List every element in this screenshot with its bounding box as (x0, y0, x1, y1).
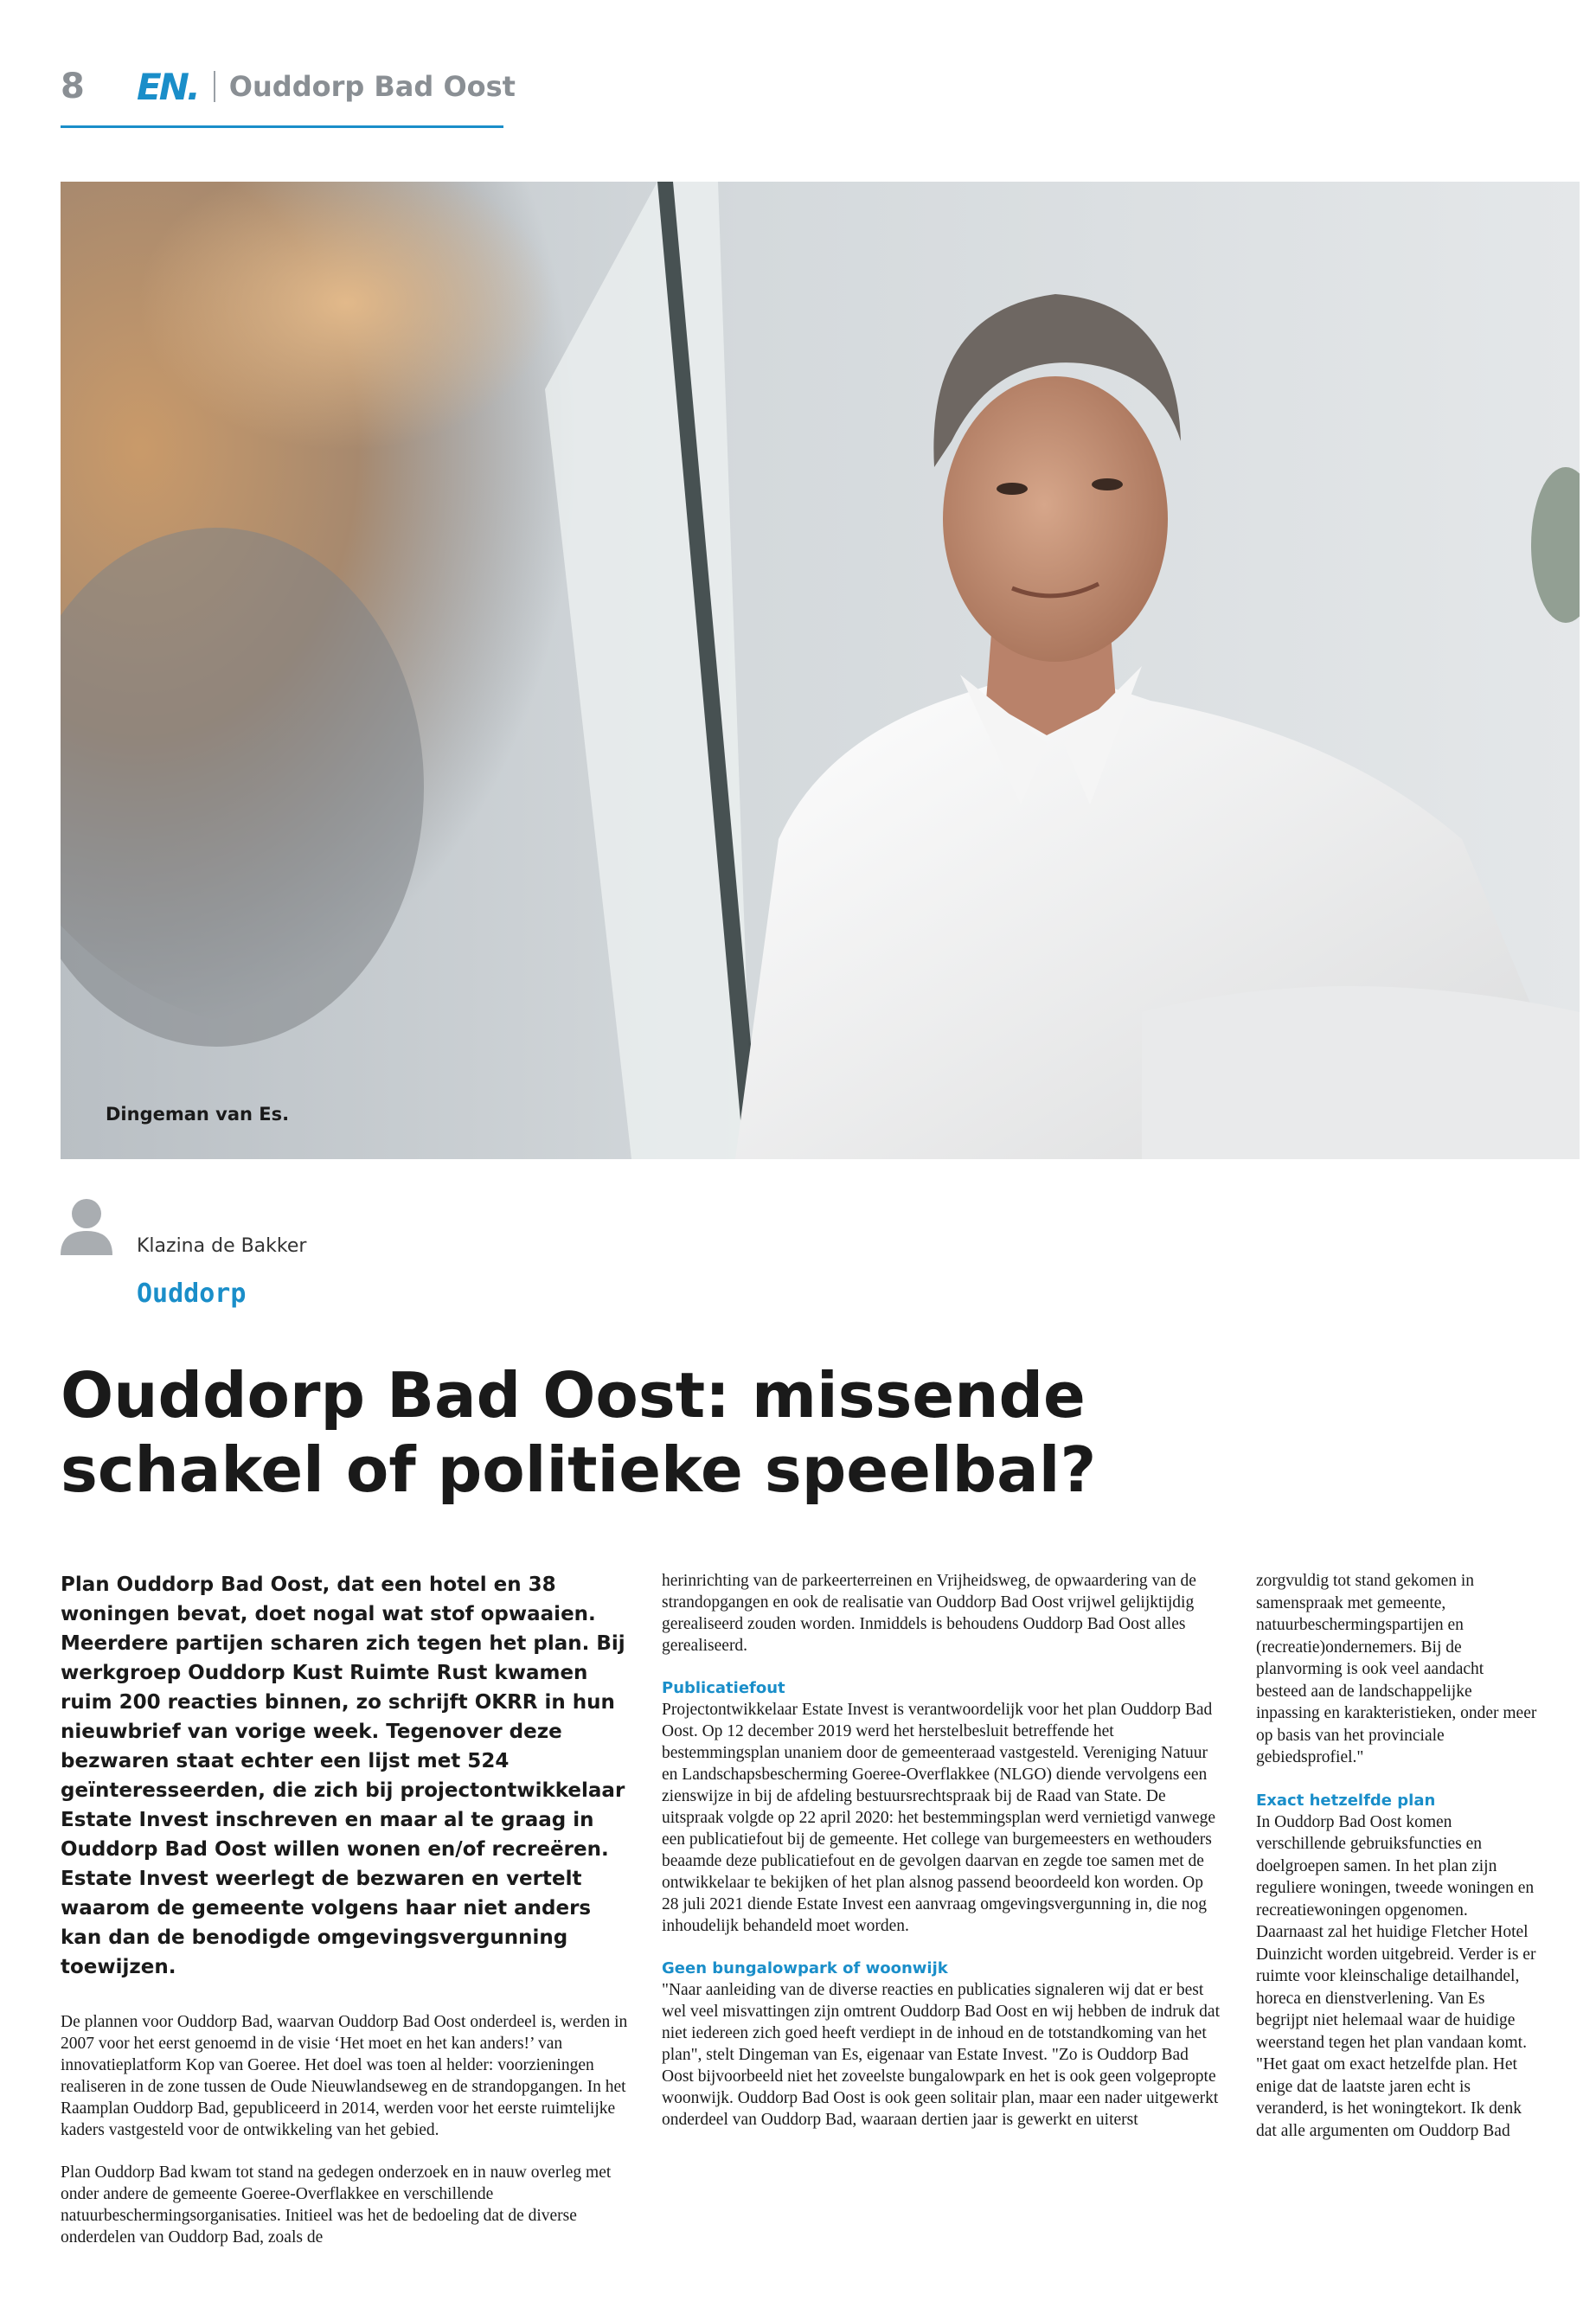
author-name: Klazina de Bakker (137, 1235, 307, 1257)
subheading: Exact hetzelfde plan (1256, 1791, 1436, 1810)
photo-caption: Dingeman van Es. (106, 1104, 290, 1125)
body-paragraph: Projectontwikkelaar Estate Invest is verantwoordelijk voor het plan Ouddorp Bad Oost. Op 12 december 2019 werd het herstelbesluit betreffende het bestemmingsplan unaniem door de gemeenteraad vastgesteld. Vereniging Natuur en Landschapsbescherming Goeree-Overflakkee (NLGO) diende vervolgens een zienswijze in bij de afdeling bestuursrechtspraak bij de Raad van State. De uitspraak volgde op 22 april 2020: het bestemmingsplan werd vernietigd vanwege een publicatiefout bij de gemeente. Het college van burgemeesters en wethouders beaamde deze publicatiefout en de gevolgen daarvan en zegde toe samen met de ontwikkelaar te bekijken of het plan alsnog passend beoordeeld kon worden. Op 28 juli 2021 diende Estate Invest een aanvraag omgevingsvergunning in, die nog inhoudelijk behandeld moet worden. (662, 1701, 1216, 1935)
subheading: Geen bungalowpark of woonwijk (662, 1959, 948, 1977)
portrait-illustration (61, 182, 1580, 1159)
page-number: 8 (61, 67, 85, 106)
article-lead: Plan Ouddorp Bad Oost, dat een hotel en 38 woningen bevat, doet nogal wat stof opwaaien. Meerdere partijen scharen zich tegen het plan. Bij werkgroep Ouddorp Kust Ruimte Rust kwamen ruim 200 reacties binnen, zo schrijft OKRR in hun nieuwbrief van vorige week. Tegenover deze bezwaren staat echter een lijst met 524 geïnteresseerden, die zich bij projectontwikkelaar Estate Invest inschreven en maar al te graag in Ouddorp Bad Oost willen wonen en/of recreëren. Estate Invest weerlegt de bezwaren en vertelt waarom de gemeente volgens haar niet anders kan dan de benodigde omgevingsvergunning toewijzen. (61, 1574, 625, 1978)
page-header (61, 62, 516, 111)
header-divider (214, 71, 215, 102)
publication-logo: EN. (137, 65, 198, 108)
subheading: Publicatiefout (662, 1679, 785, 1697)
dateline-location: Ouddorp (137, 1279, 247, 1309)
body-paragraph: zorgvuldig tot stand gekomen in samenspraak met gemeente, natuurbeschermingspartijen en (recreatie)ondernemers. Bij de planvorming is ook veel aandacht besteed aan de landschappelijke inpassing en karakteristieken, onder meer op basis van het provinciale gebiedsprofiel." (1256, 1572, 1537, 1766)
body-paragraph: "Naar aanleiding van de diverse reacties en publicaties signaleren wij dat er best wel veel misvattingen zijn omtrent Ouddorp Bad Oost en wij hebben de indruk dat niet iedereen zich goed heeft verdiept in de inhoud en de totstandkoming van het plan", stelt Dingeman van Es, eigenaar van Estate Invest. "Zo is Ouddorp Bad Oost bijvoorbeeld niet het zoveelste bungalowpark en het is ook geen volgepropte woonwijk. Ouddorp Bad Oost is ook geen solitair plan, maar een nader uitgewerkt onderdeel van Ouddorp Bad, waaraan dertien jaar is gewerkt en uiterst (662, 1981, 1220, 2129)
body-paragraph: In Ouddorp Bad Oost komen verschillende gebruiksfuncties en doelgroepen samen. In het plan zijn reguliere woningen, tweede woningen en recreatiewoningen opgenomen. Daarnaast zal het huidige Fletcher Hotel Duinzicht worden uitgebreid. Verder is er ruimte voor kleinschalige detailhandel, horeca en dienstverlening. Van Es begrijpt niet helemaal waar de huidige weerstand tegen het plan vandaan komt. "Het gaat om exact hetzelfde plan. Het enige dat de laatste jaren echt is veranderd, is het woningtekort. Ik denk dat alle argumenten om Ouddorp Bad (1256, 1812, 1536, 2140)
article-photo (61, 182, 1580, 1159)
section-name: Ouddorp Bad Oost (228, 70, 516, 103)
column-2 (662, 1570, 1224, 2151)
column-1 (61, 1570, 636, 2269)
body-paragraph: herinrichting van de parkeerterreinen en Vrijheidsweg, de opwaardering van de strandopgangen en ook de realisatie van Ouddorp Bad Oost vrijwel gelijktijdig gerealiseerd zouden worden. Inmiddels is behoudens Ouddorp Bad Oost alles gerealiseerd. (662, 1572, 1196, 1655)
author-avatar-icon (61, 1198, 112, 1255)
body-paragraph: Plan Ouddorp Bad kwam tot stand na gedegen onderzoek en in nauw overleg met onder andere de gemeente Goeree-Overflakkee en verschillende natuurbeschermingsorganisaties. Initieel was het de bedoeling dat de diverse onderdelen van Ouddorp Bad, zoals de (61, 2163, 612, 2247)
body-paragraph: De plannen voor Ouddorp Bad, waarvan Ouddorp Bad Oost onderdeel is, werden in 2007 voor het eerst genoemd in de visie ‘Het moet en het kan anders!’ van innovatieplatform Kop van Goeree. Het doel was toen al helder: voorzieningen realiseren in de zone tussen de Oude Nieuwlandseweg en de strandopgangen. In het Raamplan Ouddorp Bad, gepubliceerd in 2014, werden voor het eerste ruimtelijke kaders vastgesteld voor de ontwikkeling van het gebied. (61, 2013, 628, 2139)
header-rule (61, 125, 503, 128)
column-3 (1256, 1570, 1537, 2163)
article-headline: Ouddorp Bad Oost: missende schakel of politieke speelbal? (61, 1359, 1097, 1506)
